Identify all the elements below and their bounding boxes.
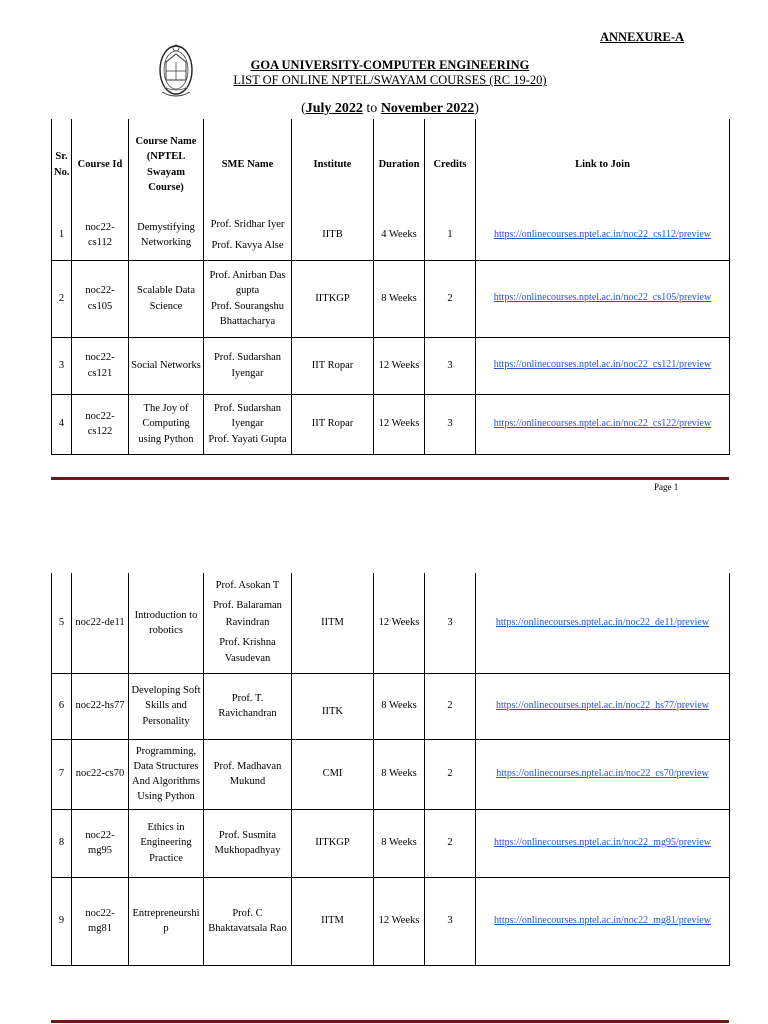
- table-row: [52, 673, 730, 739]
- course-link[interactable]: https://onlinecourses.nptel.ac.in/noc22_cs105/preview: [493, 292, 712, 304]
- course-link[interactable]: https://onlinecourses.nptel.ac.in/noc22_mg95/preview: [494, 836, 711, 848]
- course-link[interactable]: https://onlinecourses.nptel.ac.in/noc22_hs77/preview: [495, 699, 709, 711]
- cell-sr: 5: [52, 573, 72, 673]
- cell-duration: 12 Weeks: [374, 394, 425, 454]
- cell-sr: 6: [52, 673, 72, 739]
- col-duration: Duration: [374, 119, 425, 210]
- sme-name: Prof. Krishna Vasudevan: [219, 636, 276, 665]
- cell-course-id: noc22-de11: [72, 573, 129, 673]
- cell-course-name: Entrepreneurship: [129, 877, 204, 965]
- cell-course-id: noc22-mg81: [72, 877, 129, 965]
- course-link[interactable]: https://onlinecourses.nptel.ac.in/noc22_cs121/preview: [493, 359, 712, 371]
- table-row: [52, 809, 730, 877]
- university-title: GOA UNIVERSITY-COMPUTER ENGINEERING: [250, 58, 530, 72]
- cell-sme: [204, 739, 292, 809]
- cell-sr: 9: [52, 877, 72, 965]
- cell-course-name: The Joy of Computing using Python: [129, 394, 204, 454]
- cell-credits: 2: [425, 739, 476, 809]
- cell-credits: 3: [425, 877, 476, 965]
- cell-course-name: Programming, Data Structures And Algorithms Using Python: [129, 739, 204, 809]
- sme-name: Prof. Sridhar Iyer: [210, 218, 285, 230]
- period-end: November 2022: [380, 101, 475, 116]
- col-course-id: Course Id: [72, 119, 129, 210]
- cell-link: [476, 877, 730, 965]
- course-link[interactable]: https://onlinecourses.nptel.ac.in/noc22_cs70/preview: [496, 767, 709, 779]
- cell-link: [476, 337, 730, 394]
- col-sr: Sr. No.: [52, 119, 72, 210]
- sme-name: Prof. C Bhaktavatsala Rao: [208, 907, 287, 934]
- cell-sr: 2: [52, 260, 72, 337]
- cell-course-id: noc22-mg95: [72, 809, 129, 877]
- cell-course-name: Ethics in Engineering Practice: [129, 809, 204, 877]
- sme-name: Prof. Sudarshan Iyengar: [213, 352, 282, 379]
- period-start: July 2022: [305, 101, 363, 116]
- cell-duration: 8 Weeks: [374, 739, 425, 809]
- cell-course-id: noc22-cs122: [72, 394, 129, 454]
- course-link[interactable]: https://onlinecourses.nptel.ac.in/noc22_de11/preview: [495, 616, 710, 628]
- cell-duration: 12 Weeks: [374, 337, 425, 394]
- cell-credits: 1: [425, 210, 476, 260]
- page-number: Page 1: [654, 482, 679, 492]
- table-row: [52, 739, 730, 809]
- cell-credits: 3: [425, 337, 476, 394]
- period-to: to: [362, 101, 381, 116]
- cell-institute: IITK: [292, 673, 374, 739]
- cell-sr: 7: [52, 739, 72, 809]
- table-header-row: [52, 119, 730, 210]
- cell-institute: IITKGP: [292, 809, 374, 877]
- cell-course-name: Introduction to robotics: [129, 573, 204, 673]
- cell-course-name: Social Networks: [129, 337, 204, 394]
- col-institute: Institute: [292, 119, 374, 210]
- col-sme: SME Name: [204, 119, 292, 210]
- courses-table-page2: [51, 573, 730, 966]
- cell-credits: 2: [425, 260, 476, 337]
- courses-table-page1: [51, 119, 730, 455]
- period-close: ): [474, 101, 479, 116]
- period-heading: [0, 101, 768, 117]
- cell-course-name: Scalable Data Science: [129, 260, 204, 337]
- cell-sme: [204, 210, 292, 260]
- cell-institute: IITM: [292, 877, 374, 965]
- cell-sme: [204, 394, 292, 454]
- sme-name: Prof. Asokan T: [215, 580, 280, 592]
- cell-institute: IIT Ropar: [292, 337, 374, 394]
- annexure-label: ANNEXURE-A: [600, 30, 685, 44]
- sme-name: Prof. Sudarshan Iyengar: [213, 403, 282, 430]
- cell-credits: 3: [425, 573, 476, 673]
- cell-sr: 3: [52, 337, 72, 394]
- cell-institute: IITM: [292, 573, 374, 673]
- cell-institute: IIT Ropar: [292, 394, 374, 454]
- col-credits: Credits: [425, 119, 476, 210]
- cell-duration: 12 Weeks: [374, 573, 425, 673]
- cell-course-id: noc22-cs70: [72, 739, 129, 809]
- cell-duration: 8 Weeks: [374, 673, 425, 739]
- cell-course-name: Developing Soft Skills and Personality: [129, 673, 204, 739]
- sme-name: Prof. Susmita Mukhopadhyay: [214, 829, 281, 856]
- course-link[interactable]: https://onlinecourses.nptel.ac.in/noc22_mg81/preview: [494, 914, 711, 926]
- table-row: [52, 210, 730, 260]
- cell-link: [476, 210, 730, 260]
- cell-link: [476, 739, 730, 809]
- cell-institute: IITB: [292, 210, 374, 260]
- cell-course-id: noc22-hs77: [72, 673, 129, 739]
- cell-course-id: noc22-cs112: [72, 210, 129, 260]
- table-row: [52, 573, 730, 673]
- cell-credits: 2: [425, 673, 476, 739]
- table-row: [52, 260, 730, 337]
- cell-credits: 3: [425, 394, 476, 454]
- cell-duration: 8 Weeks: [374, 809, 425, 877]
- sme-name: Prof. Yayati Gupta: [208, 433, 287, 445]
- cell-duration: 8 Weeks: [374, 260, 425, 337]
- cell-link: [476, 673, 730, 739]
- cell-sme: [204, 809, 292, 877]
- table-row: [52, 337, 730, 394]
- sme-name: Prof. Anirban Das gupta: [209, 270, 286, 297]
- cell-institute: CMI: [292, 739, 374, 809]
- cell-sme: [204, 877, 292, 965]
- page-divider-rule: [51, 1020, 729, 1023]
- cell-course-id: noc22-cs121: [72, 337, 129, 394]
- cell-sr: 8: [52, 809, 72, 877]
- table-row: [52, 877, 730, 965]
- cell-link: [476, 809, 730, 877]
- sme-name: Prof. Madhavan Mukund: [213, 760, 282, 787]
- page-divider-rule: [51, 477, 729, 480]
- sme-name: Prof. Sourangshu Bhattacharya: [211, 300, 284, 327]
- cell-course-id: noc22-cs105: [72, 260, 129, 337]
- cell-sr: 1: [52, 210, 72, 260]
- course-link[interactable]: https://onlinecourses.nptel.ac.in/noc22_cs122/preview: [493, 417, 712, 429]
- cell-link: [476, 260, 730, 337]
- cell-sme: [204, 673, 292, 739]
- cell-sme: [204, 260, 292, 337]
- sme-name: Prof. Kavya Alse: [211, 239, 284, 251]
- cell-institute: IITKGP: [292, 260, 374, 337]
- cell-duration: 12 Weeks: [374, 877, 425, 965]
- col-course-name: Course Name (NPTEL Swayam Course): [129, 119, 204, 210]
- cell-sme: [204, 573, 292, 673]
- cell-credits: 2: [425, 809, 476, 877]
- cell-sme: [204, 337, 292, 394]
- cell-sr: 4: [52, 394, 72, 454]
- sme-name: Prof. Balaraman Ravindran: [213, 600, 282, 628]
- cell-link: [476, 394, 730, 454]
- course-link[interactable]: https://onlinecourses.nptel.ac.in/noc22_cs112/preview: [493, 228, 712, 240]
- cell-course-name: Demystifying Networking: [129, 210, 204, 260]
- sme-name: Prof. T. Ravichandran: [218, 692, 277, 719]
- table-row: [52, 394, 730, 454]
- cell-link: [476, 573, 730, 673]
- cell-duration: 4 Weeks: [374, 210, 425, 260]
- period-open: (: [301, 101, 306, 116]
- list-title: LIST OF ONLINE NPTEL/SWAYAM COURSES (RC 19-20): [233, 73, 547, 87]
- col-link: Link to Join: [476, 119, 730, 210]
